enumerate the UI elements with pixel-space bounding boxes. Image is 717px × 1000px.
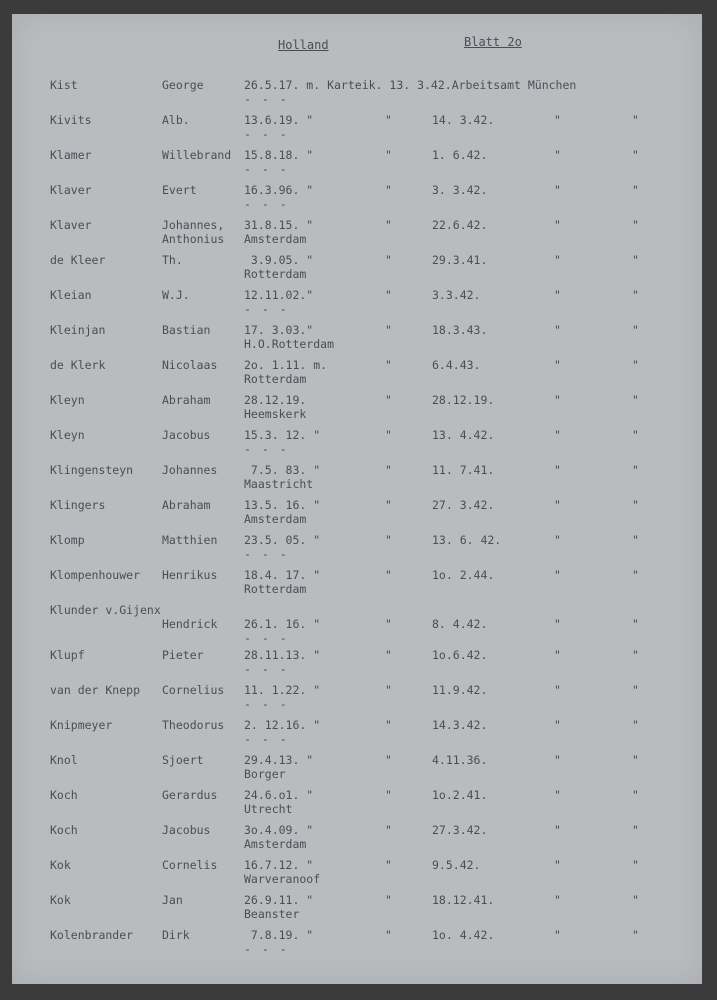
ditto-mark: " bbox=[554, 753, 561, 767]
ditto-mark: " bbox=[632, 648, 639, 662]
entry-date: 8. 4.42. bbox=[432, 617, 488, 631]
register-row bbox=[12, 788, 702, 822]
birth-place: - - - bbox=[244, 547, 289, 561]
ditto-mark: " bbox=[554, 148, 561, 162]
birth-date: 28.12.19. bbox=[244, 393, 307, 407]
register-row bbox=[12, 253, 702, 287]
birth-place: Heemskerk bbox=[244, 407, 307, 421]
entry-date: 28.12.19. bbox=[432, 393, 495, 407]
given-name: Johannes, bbox=[162, 218, 225, 232]
entry-date: 9.5.42. bbox=[432, 858, 481, 872]
birth-place: - - - bbox=[244, 302, 289, 316]
register-row bbox=[12, 358, 702, 392]
surname: van der Knepp bbox=[50, 683, 141, 697]
surname: Kleyn bbox=[50, 428, 85, 442]
birth-date: 11. 1.22. " bbox=[244, 683, 321, 697]
ditto-mark: " bbox=[385, 148, 392, 162]
register-row bbox=[12, 648, 702, 682]
birth-place: Borger bbox=[244, 767, 286, 781]
birth-date: 26.9.11. " bbox=[244, 893, 314, 907]
birth-place: - - - bbox=[244, 732, 289, 746]
register-row bbox=[12, 393, 702, 427]
given-name: Th. bbox=[162, 253, 183, 267]
ditto-mark: " bbox=[632, 533, 639, 547]
birth-date: 13.5. 16. " bbox=[244, 498, 321, 512]
register-row bbox=[12, 893, 702, 927]
ditto-mark: " bbox=[632, 358, 639, 372]
birth-date: 13.6.19. " bbox=[244, 113, 314, 127]
ditto-mark: " bbox=[554, 463, 561, 477]
ditto-mark: " bbox=[385, 753, 392, 767]
ditto-mark: " bbox=[554, 498, 561, 512]
surname: Knipmeyer bbox=[50, 718, 113, 732]
entry-date: 1. 6.42. bbox=[432, 148, 488, 162]
entry-date: 18.3.43. bbox=[432, 323, 488, 337]
birth-date: 26.5.17. m. Karteik. 13. 3.42.Arbeitsamt München bbox=[244, 78, 577, 92]
birth-date: 31.8.15. " bbox=[244, 218, 314, 232]
register-row bbox=[12, 683, 702, 717]
surname: Klomp bbox=[50, 533, 85, 547]
birth-date: 29.4.13. " bbox=[244, 753, 314, 767]
birth-place: - - - bbox=[244, 162, 289, 176]
birth-date: 18.4. 17. " bbox=[244, 568, 321, 582]
given-name: Jacobus bbox=[162, 823, 211, 837]
birth-date: 16.7.12. " bbox=[244, 858, 314, 872]
ditto-mark: " bbox=[385, 498, 392, 512]
ditto-mark: " bbox=[632, 788, 639, 802]
entry-date: 29.3.41. bbox=[432, 253, 488, 267]
entry-date: 3.3.42. bbox=[432, 288, 481, 302]
ditto-mark: " bbox=[632, 753, 639, 767]
surname: Kist bbox=[50, 78, 78, 92]
register-row bbox=[12, 928, 702, 962]
birth-place: Utrecht bbox=[244, 802, 293, 816]
register-row bbox=[12, 498, 702, 532]
entry-date: 18.12.41. bbox=[432, 893, 495, 907]
register-row bbox=[12, 183, 702, 217]
ditto-mark: " bbox=[554, 183, 561, 197]
ditto-mark: " bbox=[632, 288, 639, 302]
ditto-mark: " bbox=[554, 288, 561, 302]
given-name-continued: Anthonius bbox=[162, 232, 225, 246]
birth-place: - - - bbox=[244, 697, 289, 711]
birth-place: Warveranoof bbox=[244, 872, 321, 886]
surname: Koch bbox=[50, 823, 78, 837]
ditto-mark: " bbox=[554, 428, 561, 442]
ditto-mark: " bbox=[632, 428, 639, 442]
surname: de Klerk bbox=[50, 358, 106, 372]
given-name-continued: Hendrick bbox=[162, 617, 218, 631]
ditto-mark: " bbox=[385, 218, 392, 232]
given-name: Cornelis bbox=[162, 858, 218, 872]
ditto-mark: " bbox=[385, 463, 392, 477]
ditto-mark: " bbox=[554, 568, 561, 582]
birth-date: 2. 12.16. " bbox=[244, 718, 321, 732]
surname: Kleinjan bbox=[50, 323, 106, 337]
ditto-mark: " bbox=[385, 393, 392, 407]
birth-place: Rotterdam bbox=[244, 267, 307, 281]
ditto-mark: " bbox=[632, 463, 639, 477]
birth-place: - - - bbox=[244, 442, 289, 456]
register-row bbox=[12, 568, 702, 602]
birth-place: - - - bbox=[244, 127, 289, 141]
ditto-mark: " bbox=[632, 148, 639, 162]
ditto-mark: " bbox=[554, 358, 561, 372]
birth-place: H.O.Rotterdam bbox=[244, 337, 335, 351]
given-name: Dirk bbox=[162, 928, 190, 942]
given-name: Sjoert bbox=[162, 753, 204, 767]
ditto-mark: " bbox=[632, 183, 639, 197]
ditto-mark: " bbox=[554, 718, 561, 732]
ditto-mark: " bbox=[632, 113, 639, 127]
birth-place: Amsterdam bbox=[244, 837, 307, 851]
ditto-mark: " bbox=[554, 893, 561, 907]
ditto-mark: " bbox=[554, 683, 561, 697]
ditto-mark: " bbox=[632, 498, 639, 512]
given-name: W.J. bbox=[162, 288, 190, 302]
given-name: Alb. bbox=[162, 113, 190, 127]
ditto-mark: " bbox=[554, 533, 561, 547]
ditto-mark: " bbox=[385, 893, 392, 907]
birth-place: - - - bbox=[244, 631, 289, 645]
birth-place: Maastricht bbox=[244, 477, 314, 491]
birth-date: 2o. 1.11. m. bbox=[244, 358, 328, 372]
surname: de Kleer bbox=[50, 253, 106, 267]
ditto-mark: " bbox=[632, 253, 639, 267]
entry-date: 11.9.42. bbox=[432, 683, 488, 697]
entry-date: 11. 7.41. bbox=[432, 463, 495, 477]
surname: Kleian bbox=[50, 288, 92, 302]
ditto-mark: " bbox=[554, 323, 561, 337]
surname: Klunder v.Gijenx bbox=[50, 603, 161, 617]
surname: Klompenhouwer bbox=[50, 568, 141, 582]
given-name: Willebrand bbox=[162, 148, 232, 162]
surname: Klingers bbox=[50, 498, 106, 512]
surname: Klaver bbox=[50, 183, 92, 197]
ditto-mark: " bbox=[632, 568, 639, 582]
birth-place: Amsterdam bbox=[244, 512, 307, 526]
ditto-mark: " bbox=[385, 718, 392, 732]
ditto-mark: " bbox=[632, 323, 639, 337]
ditto-mark: " bbox=[632, 617, 639, 631]
document-sheet bbox=[12, 14, 702, 984]
given-name: Evert bbox=[162, 183, 197, 197]
given-name: Abraham bbox=[162, 498, 211, 512]
ditto-mark: " bbox=[385, 323, 392, 337]
surname: Kok bbox=[50, 858, 71, 872]
given-name: Pieter bbox=[162, 648, 204, 662]
birth-date: 15.3. 12. " bbox=[244, 428, 321, 442]
given-name: Cornelius bbox=[162, 683, 225, 697]
birth-date: 28.11.13. " bbox=[244, 648, 321, 662]
ditto-mark: " bbox=[632, 683, 639, 697]
entry-date: 27. 3.42. bbox=[432, 498, 495, 512]
ditto-mark: " bbox=[554, 393, 561, 407]
register-row bbox=[12, 858, 702, 892]
birth-date: 7.8.19. " bbox=[244, 928, 314, 942]
ditto-mark: " bbox=[385, 253, 392, 267]
birth-date: 7.5. 83. " bbox=[244, 463, 321, 477]
surname: Kleyn bbox=[50, 393, 85, 407]
entry-date: 1o.2.41. bbox=[432, 788, 488, 802]
register-row bbox=[12, 753, 702, 787]
ditto-mark: " bbox=[385, 617, 392, 631]
ditto-mark: " bbox=[385, 183, 392, 197]
ditto-mark: " bbox=[632, 893, 639, 907]
register-row bbox=[12, 823, 702, 857]
entry-date: 13. 6. 42. bbox=[432, 533, 502, 547]
register-row bbox=[12, 78, 702, 112]
given-name: Nicolaas bbox=[162, 358, 218, 372]
surname: Klamer bbox=[50, 148, 92, 162]
register-row bbox=[12, 288, 702, 322]
ditto-mark: " bbox=[385, 823, 392, 837]
given-name: Matthien bbox=[162, 533, 218, 547]
given-name: Abraham bbox=[162, 393, 211, 407]
register-row bbox=[12, 113, 702, 147]
ditto-mark: " bbox=[554, 928, 561, 942]
surname: Klingensteyn bbox=[50, 463, 134, 477]
ditto-mark: " bbox=[632, 218, 639, 232]
birth-place: Amsterdam bbox=[244, 232, 307, 246]
birth-place: Rotterdam bbox=[244, 582, 307, 596]
birth-place: - - - bbox=[244, 197, 289, 211]
given-name: George bbox=[162, 78, 204, 92]
birth-place: - - - bbox=[244, 662, 289, 676]
ditto-mark: " bbox=[632, 393, 639, 407]
ditto-mark: " bbox=[632, 928, 639, 942]
register-row bbox=[12, 428, 702, 462]
entry-date: 13. 4.42. bbox=[432, 428, 495, 442]
ditto-mark: " bbox=[385, 568, 392, 582]
surname: Knol bbox=[50, 753, 78, 767]
ditto-mark: " bbox=[554, 788, 561, 802]
entry-date: 4.11.36. bbox=[432, 753, 488, 767]
birth-date: 16.3.96. " bbox=[244, 183, 314, 197]
given-name: Gerardus bbox=[162, 788, 218, 802]
ditto-mark: " bbox=[385, 533, 392, 547]
register-row bbox=[12, 718, 702, 752]
entry-date: 14.3.42. bbox=[432, 718, 488, 732]
ditto-mark: " bbox=[632, 823, 639, 837]
given-name: Jacobus bbox=[162, 428, 211, 442]
ditto-mark: " bbox=[554, 858, 561, 872]
given-name: Johannes bbox=[162, 463, 218, 477]
ditto-mark: " bbox=[385, 683, 392, 697]
entry-date: 1o. 2.44. bbox=[432, 568, 495, 582]
birth-date: 3.9.05. " bbox=[244, 253, 314, 267]
surname: Kolenbrander bbox=[50, 928, 134, 942]
birth-date: 23.5. 05. " bbox=[244, 533, 321, 547]
ditto-mark: " bbox=[632, 858, 639, 872]
birth-date: 17. 3.03." bbox=[244, 323, 314, 337]
entry-date: 1o.6.42. bbox=[432, 648, 488, 662]
given-name: Theodorus bbox=[162, 718, 225, 732]
ditto-mark: " bbox=[554, 113, 561, 127]
birth-date: 24.6.o1. " bbox=[244, 788, 314, 802]
entry-date: 14. 3.42. bbox=[432, 113, 495, 127]
country-heading: Holland bbox=[278, 38, 329, 52]
birth-date: 26.1. 16. " bbox=[244, 617, 321, 631]
register-row bbox=[12, 463, 702, 497]
surname: Kok bbox=[50, 893, 71, 907]
register-row bbox=[12, 218, 702, 252]
ditto-mark: " bbox=[385, 288, 392, 302]
surname: Kivits bbox=[50, 113, 92, 127]
ditto-mark: " bbox=[385, 358, 392, 372]
birth-place: - - - bbox=[244, 92, 289, 106]
ditto-mark: " bbox=[554, 823, 561, 837]
entry-date: 1o. 4.42. bbox=[432, 928, 495, 942]
ditto-mark: " bbox=[385, 928, 392, 942]
surname: Koch bbox=[50, 788, 78, 802]
ditto-mark: " bbox=[554, 648, 561, 662]
entry-date: 27.3.42. bbox=[432, 823, 488, 837]
birth-place: Beanster bbox=[244, 907, 300, 921]
birth-place: Rotterdam bbox=[244, 372, 307, 386]
ditto-mark: " bbox=[554, 617, 561, 631]
ditto-mark: " bbox=[385, 788, 392, 802]
birth-place: - - - bbox=[244, 942, 289, 956]
entry-date: 22.6.42. bbox=[432, 218, 488, 232]
surname: Klaver bbox=[50, 218, 92, 232]
ditto-mark: " bbox=[385, 428, 392, 442]
register-row bbox=[12, 603, 702, 645]
ditto-mark: " bbox=[385, 113, 392, 127]
ditto-mark: " bbox=[554, 218, 561, 232]
ditto-mark: " bbox=[385, 648, 392, 662]
entry-date: 3. 3.42. bbox=[432, 183, 488, 197]
ditto-mark: " bbox=[385, 858, 392, 872]
birth-date: 15.8.18. " bbox=[244, 148, 314, 162]
birth-date: 3o.4.09. " bbox=[244, 823, 314, 837]
surname: Klupf bbox=[50, 648, 85, 662]
given-name: Henrikus bbox=[162, 568, 218, 582]
register-row bbox=[12, 533, 702, 567]
given-name: Jan bbox=[162, 893, 183, 907]
ditto-mark: " bbox=[632, 718, 639, 732]
sheet-number: Blatt 2o bbox=[464, 35, 522, 49]
given-name: Bastian bbox=[162, 323, 211, 337]
birth-date: 12.11.02." bbox=[244, 288, 314, 302]
ditto-mark: " bbox=[554, 253, 561, 267]
register-row bbox=[12, 148, 702, 182]
register-row bbox=[12, 323, 702, 357]
entry-date: 6.4.43. bbox=[432, 358, 481, 372]
